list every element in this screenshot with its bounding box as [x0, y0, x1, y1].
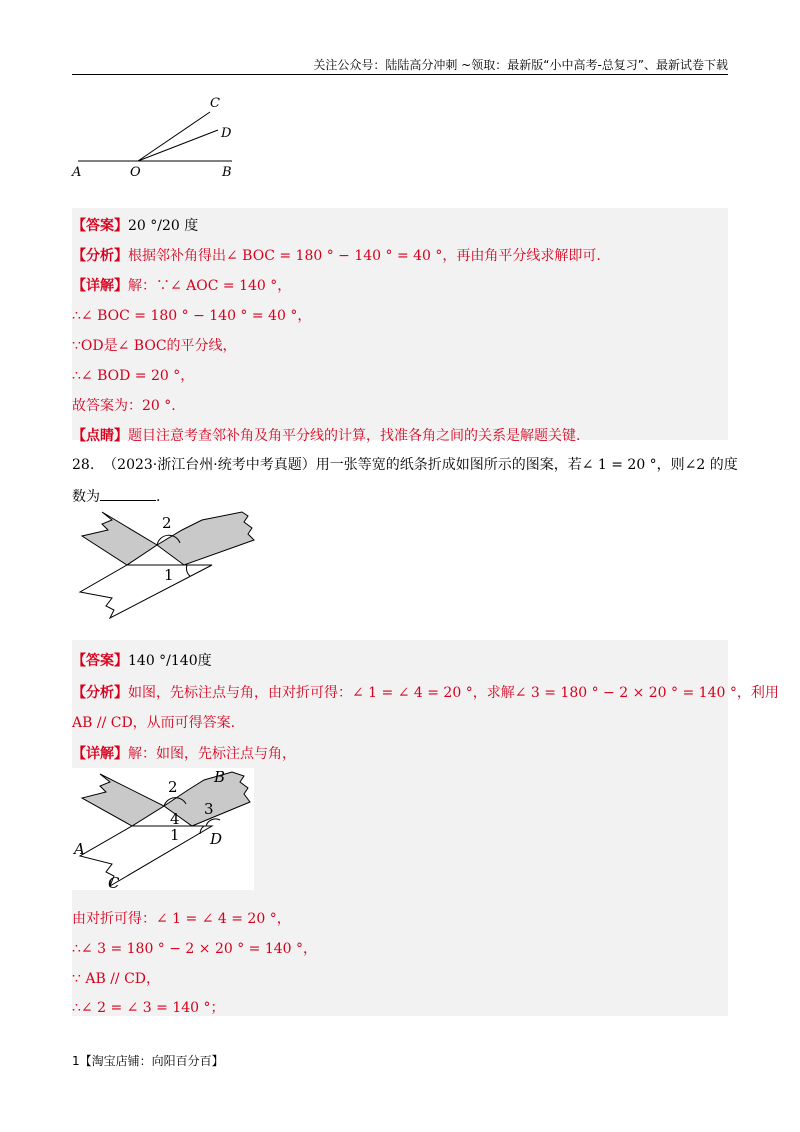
label-b: B [214, 768, 226, 786]
left-flap [82, 512, 157, 565]
label-c: C [108, 874, 120, 890]
q27-step-2: ∵OD是∠ BOC的平分线， [72, 338, 237, 354]
lower-strip [80, 565, 212, 618]
ray-od [138, 130, 218, 161]
label-b: B [222, 165, 232, 180]
q27-answer: 【答案】20 °/20 度 [72, 218, 199, 234]
label-1: 1 [170, 826, 180, 844]
q28-analysis-2: AB // CD，从而可得答案. [72, 715, 236, 731]
label-o: O [130, 165, 141, 180]
q27-step-3: ∴∠ BOD = 20 °， [72, 368, 195, 384]
right-flap [157, 512, 254, 565]
label-c: C [210, 96, 220, 111]
q27-comment: 【点睛】题目注意考查邻补角及角平分线的计算，找准各角之间的关系是解题关键. [72, 428, 581, 444]
q27-step-1: ∴∠ BOC = 180 ° − 140 ° = 40 °， [72, 308, 312, 324]
label-a: A [72, 165, 82, 180]
q28-stem-line2: 数为 . [72, 489, 161, 505]
labeled-strip-figure [72, 768, 254, 890]
label-d: D [210, 830, 223, 848]
q28-analysis: 【分析】如图，先标注点与角，由对折可得：∠ 1 = ∠ 4 = 20 °，求解∠ 3 = 180 ° − 2 × 20 ° = 140 °，利用 [72, 685, 779, 701]
q28-stem: 28. （2023·浙江台州·统考中考真题）用一张等宽的纸条折成如图所示的图案，若∠ 1 = 20 °，则∠2 的度 [72, 457, 738, 473]
ray-oc [138, 112, 210, 161]
label-a: A [74, 840, 85, 858]
label-3: 3 [204, 800, 214, 818]
q27-analysis: 【分析】根据邻补角得出∠ BOC = 180 ° − 140 ° = 40 °，再由角平分线求解即可. [72, 248, 601, 264]
page-header: 关注公众号：陆陆高分冲刺 ~领取：最新版“小中高考-总复习”、最新试卷下载 [72, 56, 728, 75]
q27-step-4: 故答案为：20 °. [72, 398, 176, 414]
label-2: 2 [168, 778, 178, 796]
label-d: D [221, 126, 232, 141]
q28-detail: 【详解】解：如图，先标注点与角， [72, 746, 296, 762]
label-2: 2 [162, 514, 172, 532]
label-4: 4 [170, 810, 180, 828]
q28-step-4: ∴∠ 2 = ∠ 3 = 140 °； [72, 1000, 225, 1016]
q28-step-1: 由对折可得：∠ 1 = ∠ 4 = 20 °， [72, 911, 291, 927]
q28-step-2: ∴∠ 3 = 180 ° − 2 × 20 ° = 140 °， [72, 941, 318, 957]
folded-strip-figure [72, 510, 262, 620]
q28-answer: 【答案】140 °/140度 [72, 653, 212, 669]
q27-detail: 【详解】解：∵∠ AOC = 140 °， [72, 278, 292, 294]
angle-figure [70, 92, 250, 184]
answer-blank [100, 488, 156, 501]
q28-step-3: ∵ AB // CD， [72, 971, 161, 987]
page-footer: 1【淘宝店铺：向阳百分百】 [72, 1054, 224, 1068]
label-1: 1 [164, 566, 174, 584]
